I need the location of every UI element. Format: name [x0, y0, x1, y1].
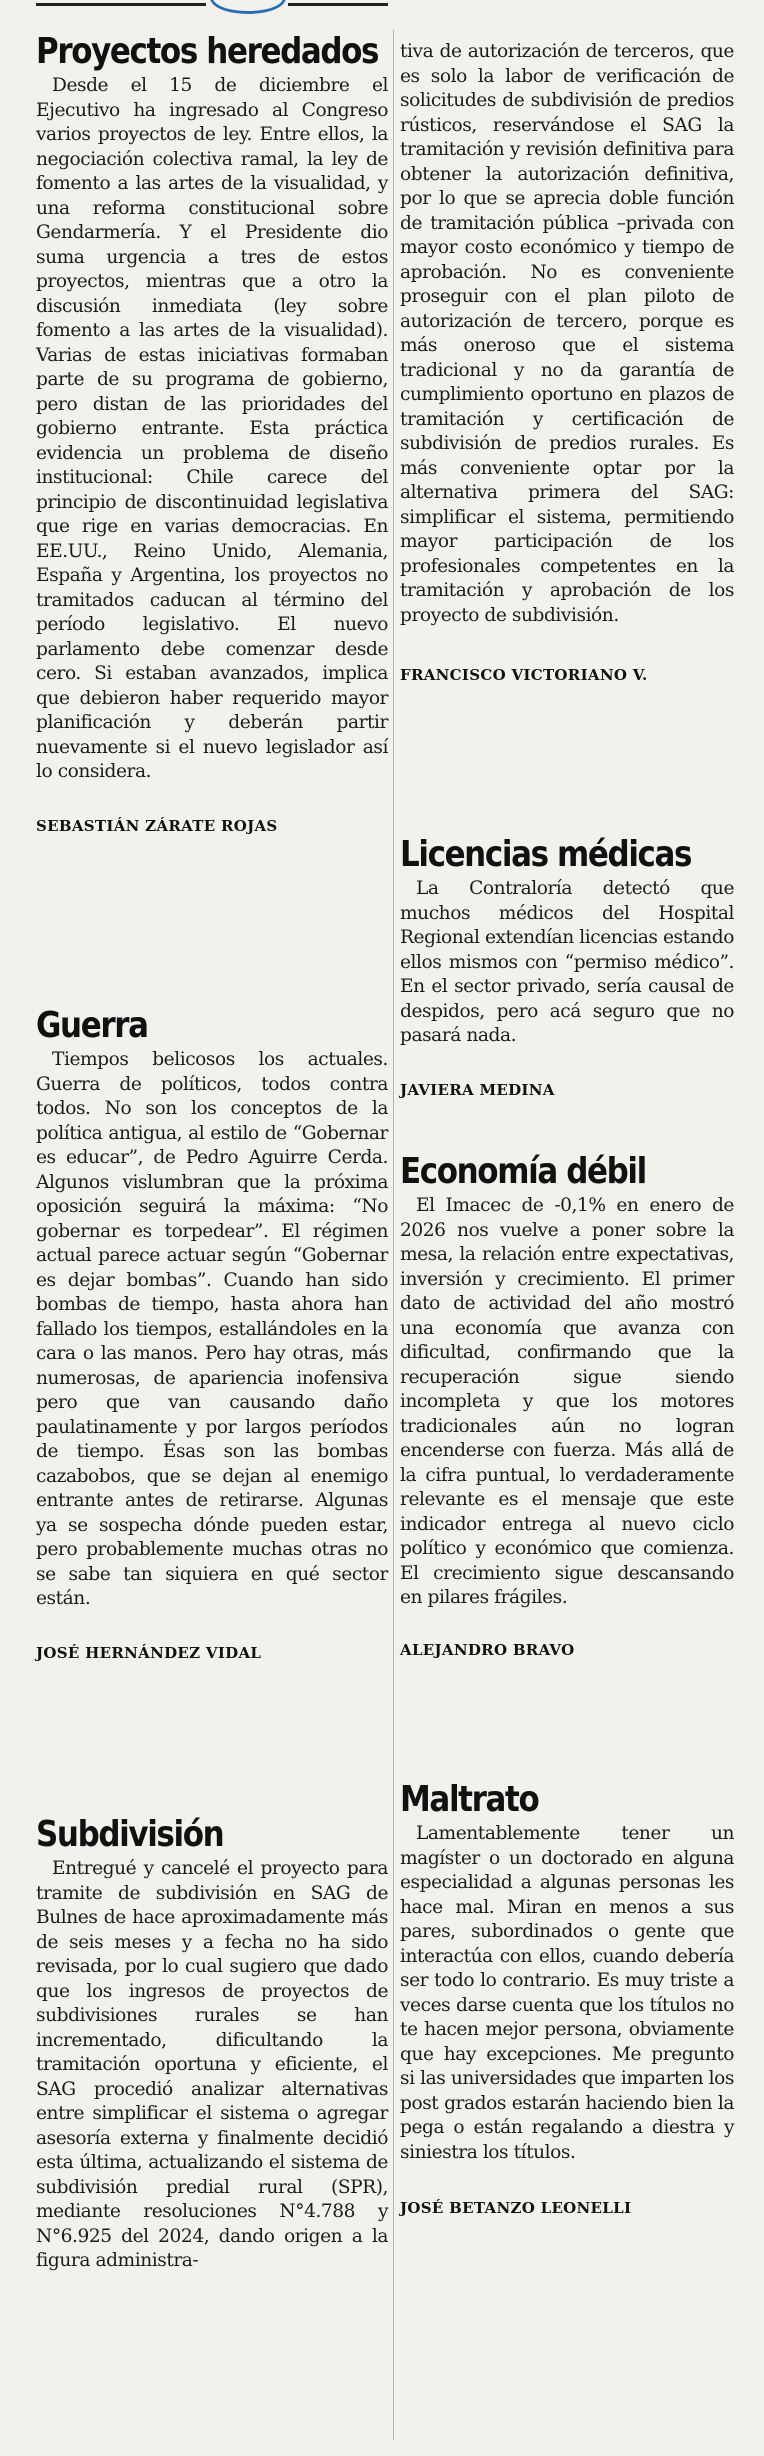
letter-licencias-medicas — [400, 835, 734, 1099]
letter-body-part-2: tiva de autorización de terceros, que es solo la labor de verificación de solicitudes de subdivisión de predios rústicos, reservándose el SAG la tramitación y revisión definitiva para obtener la autorización definitiva, por lo que se aprecia doble función de tramitación pública –privada con mayor costo económico y tiempo de aprobación. No es conveniente proseguir con el plan piloto de autorización de tercero, porque es más oneroso que el sistema tradicional y no da garantía de cumplimiento oportuno en plazos de tramitación y certificación de subdivisión de predios rurales. Es más conveniente optar por la alternativa primera del SAG: simplificar el sistema, permitiendo mayor participación de los profesionales competentes en la tramitación y aprobación de los proyecto de subdivisión. — [400, 41, 734, 626]
letter-body-text: La Contraloría detectó que muchos médicos del Hospital Regional extendían licencias estando ellos mismos con “permiso médico”. En el sector privado, sería causal de despidos, pero acá seguro que no pasará nada. — [400, 878, 734, 1046]
letter-body-text: Entregué y cancelé el proyecto para tramite de subdivisión en SAG de Bulnes de hace aproximadamente más de seis meses y a fecha no ha sido revisada, por lo cual sugiero que dado que los ingresos de proyectos de subdivisiones rurales se han incrementado, dificultando la tramitación oportuna y eficiente, el SAG procedió analizar alternativas entre simplificar el sistema o agregar asesoría externa y finalmente decidió esta última, actualizando el sistema de subdivisión predial rural (SPR), mediante resoluciones N°4.788 y N°6.925 del 2024, dando origen a la figura administra- — [36, 1858, 388, 2271]
letter-body — [36, 74, 388, 785]
letter-body-part-1 — [36, 1857, 388, 2274]
letter-title: Economía débil — [400, 1151, 646, 1192]
top-rule-right — [288, 3, 388, 6]
letter-body — [400, 1194, 734, 1611]
letter-author: SEBASTIÁN ZÁRATE ROJAS — [36, 816, 278, 835]
letter-title: Licencias médicas — [400, 834, 692, 875]
letter-economia-debil — [400, 1152, 734, 1659]
letter-subdivision-continued — [400, 40, 734, 684]
masthead-arc — [210, 0, 286, 14]
letter-body — [400, 877, 734, 1049]
letter-author: JOSÉ BETANZO LEONELLI — [400, 2199, 632, 2217]
letter-author: FRANCISCO VICTORIANO V. — [400, 666, 648, 684]
letter-body-text: Tiempos belicosos los actuales. Guerra de políticos, todos contra todos. No son los conceptos de la política antigua, al estilo de “Gobernar es educar”, de Pedro Aguirre Cerda. Algunos vislumbran que la próxima oposición seguirá la máxima: “No gobernar es torpedear”. El régimen actual parece actuar según “Gobernar es dejar bombas”. Cuando han sido bombas de tiempo, hasta ahora han fallado los tiempos, estallándoles en la cara o las manos. Pero hay otras, más numerosas, de apariencia inofensiva pero que van causando daño paulatinamente y por largos períodos de tiempo. Ésas son las bombas cazabobos, que se dejan al enemigo entrante antes de retirarse. Algunas ya se sospecha dónde pueden estar, pero probablemente muchas otras no se sabe tan siquiera en qué sector están. — [36, 1049, 388, 1609]
letter-body-text: El Imacec de -0,1% en enero de 2026 nos vuelve a poner sobre la mesa, la relación entre expectativas, inversión y crecimiento. El primer dato de actividad del año mostró una economía que avanza con dificultad, confirmando que la recuperación sigue siendo incompleta y que los motores tradicionales aún no logran encenderse con fuerza. Más allá de la cifra puntual, lo verdaderamente relevante es el mensaje que este indicador entrega al nuevo ciclo político y económico que comienza. El crecimiento sigue descansando en pilares frágiles. — [400, 1195, 734, 1608]
letter-maltrato — [400, 1780, 734, 2217]
column-divider — [393, 30, 394, 2440]
letter-proyectos-heredados — [36, 32, 388, 835]
letter-author: JAVIERA MEDINA — [400, 1080, 555, 1099]
letter-guerra — [36, 1006, 388, 1662]
letter-title: Guerra — [36, 1005, 148, 1046]
letter-title: Proyectos heredados — [36, 31, 379, 72]
letter-author: JOSÉ HERNÁNDEZ VIDAL — [36, 1643, 262, 1662]
letter-author: ALEJANDRO BRAVO — [400, 1640, 575, 1659]
letter-body-text: Lamentablemente tener un magíster o un doctorado en alguna especialidad a algunas personas les hace mal. Miran en menos a sus pares, subordinados o gente que interactúa con ellos, cuando debería ser todo lo contrario. Es muy triste a veces darse cuenta que los títulos no te hacen mejor persona, obviamente que hay excepciones. Me pregunto si las universidades que imparten los post grados estarán haciendo bien la pega o están regalando a diestra y siniestra los títulos. — [400, 1823, 734, 2163]
letter-subdivision — [36, 1815, 388, 2274]
letter-body — [400, 1822, 734, 2165]
letter-body-text: Desde el 15 de diciembre el Ejecutivo ha ingresado al Congreso varios proyectos de ley. Entre ellos, la negociación colectiva ramal, la ley de fomento a las artes de la visualidad, y una reforma constitucional sobre Gendarmería. Y el Presidente dio suma urgencia a tres de estos proyectos, mientras que a otro la discusión inmediata (ley sobre fomento a las artes de la visualidad). Varias de estas iniciativas formaban parte de su programa de gobierno, pero distan de las prioridades del gobierno entrante. Esta práctica evidencia un problema de diseño institucional: Chile carece del principio de discontinuidad legislativa que rige en varias democracias. En EE.UU., Reino Unido, Alemania, España y Argentina, los proyectos no tramitados caducan al término del período legislativo. El nuevo parlamento debe comenzar desde cero. Si estaban avanzados, implica que debieron haber requerido mayor planificación y deberán partir nuevamente si el nuevo legislador así lo considera. — [36, 75, 388, 782]
letter-title: Subdivisión — [36, 1814, 224, 1855]
top-rule-left — [36, 3, 206, 6]
letter-body — [36, 1048, 388, 1612]
letter-title: Maltrato — [400, 1779, 539, 1820]
top-edge-decoration — [0, 0, 764, 10]
